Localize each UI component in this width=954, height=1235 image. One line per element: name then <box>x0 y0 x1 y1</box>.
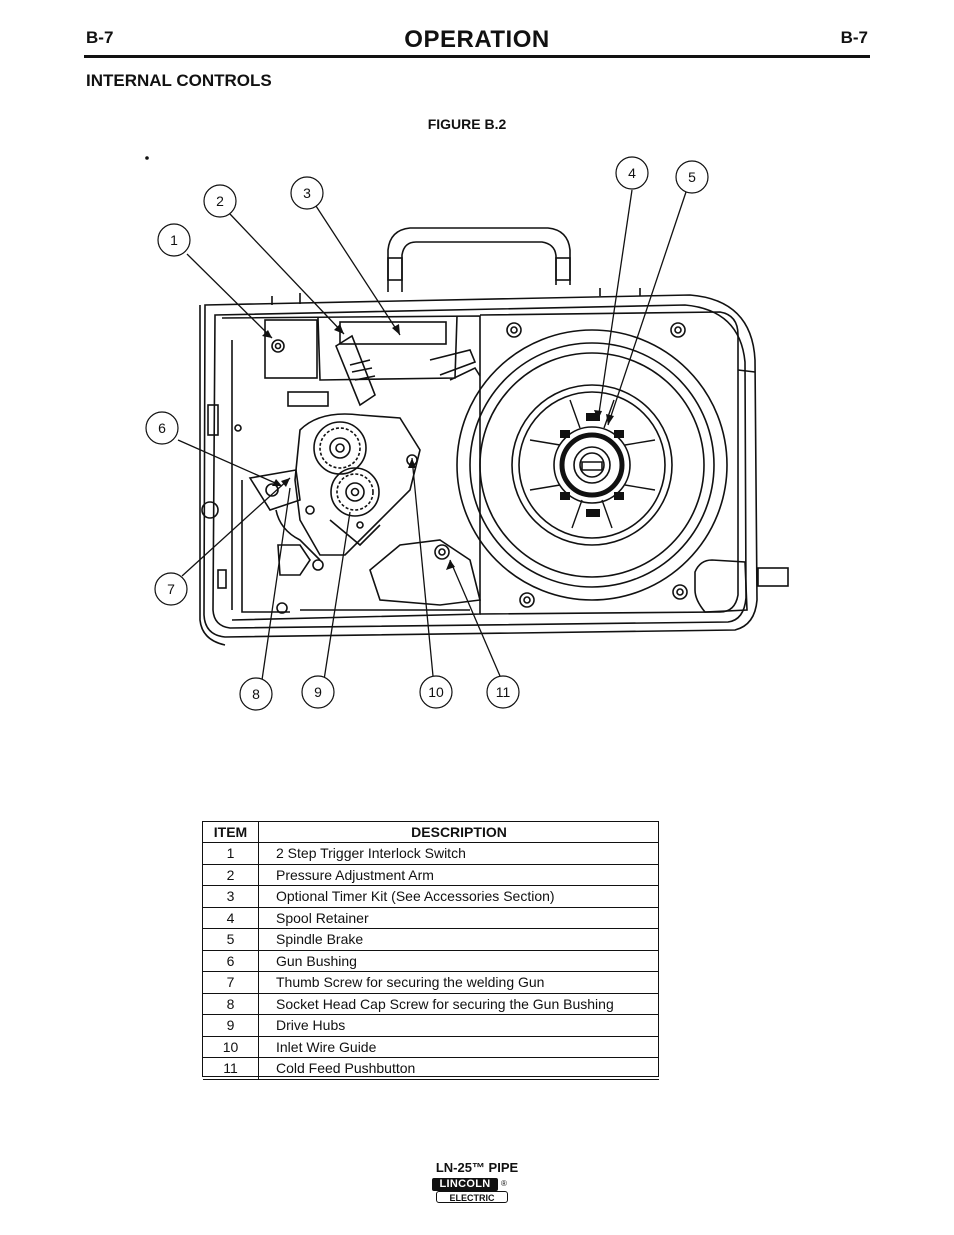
items-table <box>203 822 659 1080</box>
header-item: ITEM <box>203 822 259 843</box>
logo-bottom-text: ELECTRIC <box>436 1191 508 1203</box>
item-number: 2 <box>203 864 259 886</box>
table-row <box>203 972 659 994</box>
table-row <box>203 886 659 908</box>
table-row <box>203 843 659 865</box>
table-row <box>203 864 659 886</box>
lincoln-electric-logo <box>432 1178 510 1204</box>
item-description: Drive Hubs <box>259 1015 660 1037</box>
item-description: Socket Head Cap Screw for securing the Gun Bushing <box>259 993 660 1015</box>
section-title: INTERNAL CONTROLS <box>86 71 272 90</box>
table-header-row <box>203 822 659 843</box>
item-description: Thumb Screw for securing the welding Gun <box>259 972 660 994</box>
logo-registered-mark: ® <box>501 1179 507 1188</box>
item-description: Pressure Adjustment Arm <box>259 864 660 886</box>
item-number: 5 <box>203 929 259 951</box>
table-row <box>203 929 659 951</box>
item-description: Spool Retainer <box>259 907 660 929</box>
page-title: OPERATION <box>404 26 550 53</box>
item-number: 9 <box>203 1015 259 1037</box>
callout-label-7: 7 <box>167 581 175 597</box>
page-number-left: B-7 <box>86 28 114 47</box>
item-number: 1 <box>203 843 259 865</box>
callout-label-8: 8 <box>252 686 260 702</box>
table-row <box>203 1058 659 1080</box>
callout-label-5: 5 <box>688 169 696 185</box>
table-row <box>203 1015 659 1037</box>
item-number: 4 <box>203 907 259 929</box>
item-description: Inlet Wire Guide <box>259 1036 660 1058</box>
header-description: DESCRIPTION <box>259 822 660 843</box>
page-number-right: B-7 <box>840 28 868 47</box>
item-number: 8 <box>203 993 259 1015</box>
table-row <box>203 993 659 1015</box>
table-row <box>203 907 659 929</box>
item-description: Cold Feed Pushbutton <box>259 1058 660 1080</box>
callout-label-2: 2 <box>216 193 224 209</box>
item-description: Gun Bushing <box>259 950 660 972</box>
item-number: 7 <box>203 972 259 994</box>
table-row <box>203 1036 659 1058</box>
item-description: Spindle Brake <box>259 929 660 951</box>
item-number: 11 <box>203 1058 259 1080</box>
callout-label-6: 6 <box>158 420 166 436</box>
item-number: 6 <box>203 950 259 972</box>
footer-model-name: LN-25™ PIPE <box>435 1160 519 1175</box>
item-description: 2 Step Trigger Interlock Switch <box>259 843 660 865</box>
table-row <box>203 950 659 972</box>
callout-label-11: 11 <box>495 684 511 700</box>
logo-top-text: LINCOLN <box>432 1178 498 1191</box>
callout-label-10: 10 <box>428 684 444 700</box>
callout-label-3: 3 <box>303 185 311 201</box>
item-number: 10 <box>203 1036 259 1058</box>
item-description: Optional Timer Kit (See Accessories Section) <box>259 886 660 908</box>
item-number: 3 <box>203 886 259 908</box>
callout-label-1: 1 <box>170 232 178 248</box>
callout-label-9: 9 <box>314 684 322 700</box>
callout-label-4: 4 <box>628 165 636 181</box>
figure-label: FIGURE B.2 <box>427 116 507 132</box>
